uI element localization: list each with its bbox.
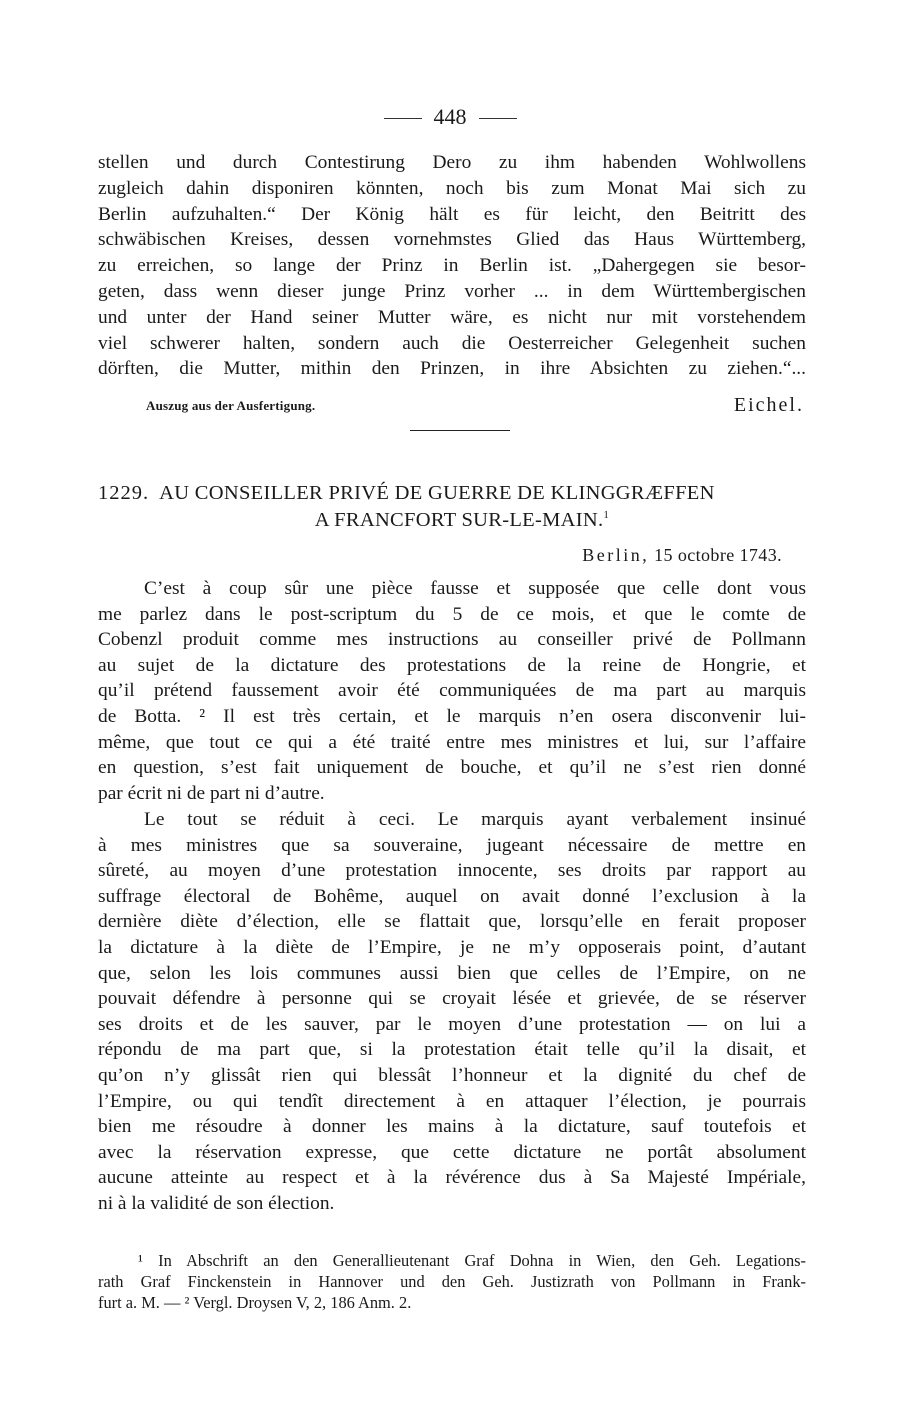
letter-title: AU CONSEILLER PRIVÉ DE GUERRE DE KLINGGRÆFFEN (159, 482, 715, 504)
text-line: stellen und durch Contestirung Dero zu ihm habenden Wohlwollens (98, 152, 806, 173)
text-line: que, selon les lois communes aussi bien que celles de l’Empire, on ne (98, 962, 806, 984)
text-line: zugleich dahin disponiren könnten, noch bis zum Monat Mai sich zu (98, 177, 806, 199)
text-line: schwäbischen Kreises, dessen vornehmstes Glied das Haus Württemberg, (98, 229, 806, 251)
text-line: me parlez dans le post-scriptum du 5 de ce mois, et que le comte de (98, 603, 806, 625)
footnote-line: furt a. M. — ² Vergl. Droysen V, 2, 186 Anm. 2. (98, 1293, 412, 1312)
date-place: Berlin, (582, 545, 650, 565)
text-line: geten, dass wenn dieser junge Prinz vorher ... in dem Württembergischen (98, 280, 806, 302)
source-row (146, 394, 806, 418)
text-line: qu’il prétend faussement avoir été communiquées de ma part au marquis (98, 680, 806, 702)
text-line: à mes ministres que sa souveraine, jugeant nécessaire de mettre en (98, 834, 806, 856)
section-divider (410, 430, 510, 431)
page-number-dash-right (479, 118, 517, 119)
text-line: aucune atteinte au respect et à la révérence dus à Sa Majesté Impériale, (98, 1167, 806, 1189)
continuation-text (98, 150, 806, 382)
text-line: ni à la validité de son élection. (98, 1192, 335, 1214)
letter-destination: A FRANCFORT SUR-LE-MAIN. (314, 509, 604, 531)
text-line: de Botta. ² Il est très certain, et le marquis n’en osera disconvenir lui- (98, 705, 806, 727)
letter-heading (98, 480, 806, 534)
letter-number: 1229. (98, 482, 150, 504)
text-line: en question, s’est fait uniquement de bouche, et qu’il ne s’est rien donné (98, 757, 806, 779)
text-line: au sujet de la dictature des protestations de la reine de Hongrie, et (98, 654, 806, 676)
letter-heading-line2 (98, 507, 806, 534)
footnote-line: rath Graf Finckenstein in Hannover und den Geh. Justizrath von Pollmann in Frank- (98, 1272, 806, 1291)
text-line: Cobenzl produit comme mes instructions au conseiller privé de Pollmann (98, 629, 806, 651)
text-line: dörften, die Mutter, mithin den Prinzen, in ihre Absichten zu ziehen.“... (98, 358, 806, 380)
signature: Eichel. (733, 394, 804, 416)
text-line: l’Empire, ou qui tendît directement à en attaquer l’élection, je pourrais (98, 1090, 806, 1112)
text-line: C’est à coup sûr une pièce fausse et supposée que celle dont vous (144, 578, 806, 599)
text-line: par écrit ni de part ni d’autre. (98, 782, 325, 804)
page-number: 448 (433, 104, 467, 129)
text-line: Berlin aufzuhalten.“ Der König hält es für leicht, den Beitritt des (98, 203, 806, 225)
text-line: bien me résoudre à donner les mains à la dictature, sauf toutefois et (98, 1116, 806, 1138)
paragraph-1 (98, 576, 806, 806)
paragraph-2 (98, 807, 806, 1217)
footnote-ref: 1 (603, 509, 610, 522)
text-line: viel schwerer halten, sondern auch die Oesterreicher Gelegenheit suchen (98, 332, 806, 354)
text-line: la dictature à la diète de l’Empire, je ne m’y opposerais point, d’autant (98, 936, 806, 958)
footnote-line: ¹ In Abschrift an den Generallieutenant Graf Dohna in Wien, den Geh. Legations- (138, 1251, 806, 1270)
dateline (582, 545, 782, 566)
text-line: Le tout se réduit à ceci. Le marquis ayant verbalement insinué (144, 809, 806, 830)
page-number-row (0, 104, 900, 130)
footnotes (98, 1250, 806, 1313)
text-line: und unter der Hand seiner Mutter wäre, es nicht nur mit vorstehendem (98, 306, 806, 328)
page-number-dash-left (384, 118, 422, 119)
text-line: qu’on n’y glissât rien qui blessât l’honneur et la dignité du chef de (98, 1064, 806, 1086)
source-note: Auszug aus der Ausfertigung. (146, 398, 316, 413)
text-line: pouvait défendre à personne qui se croyait lésée et grievée, de se réserver (98, 988, 806, 1010)
text-line: même, que tout ce qui a été traité entre mes ministres et lui, sur l’affaire (98, 731, 806, 753)
text-line: répondu de ma part que, si la protestation était telle qu’il la disait, et (98, 1039, 806, 1061)
text-line: zu erreichen, so lange der Prinz in Berlin ist. „Dahergegen sie besor- (98, 255, 806, 277)
text-line: dernière diète d’élection, elle se flattait que, lorsqu’elle en ferait proposer (98, 911, 806, 933)
text-line: avec la réservation expresse, que cette dictature ne portât absolument (98, 1141, 806, 1163)
date: 15 octobre 1743. (654, 545, 782, 565)
text-line: ses droits et de les sauver, par le moyen d’une protestation — on lui a (98, 1013, 806, 1035)
letter-heading-line1 (98, 480, 806, 507)
text-line: suffrage électoral de Bohême, auquel on avait donné l’exclusion à la (98, 885, 806, 907)
text-line: sûreté, au moyen d’une protestation innocente, ses droits par rapport au (98, 860, 806, 882)
